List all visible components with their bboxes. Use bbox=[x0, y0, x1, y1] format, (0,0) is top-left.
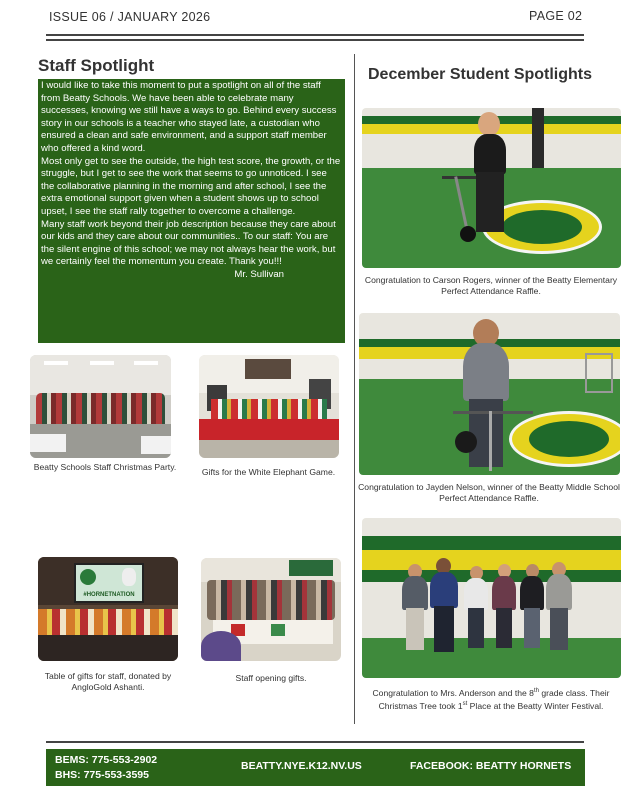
tv-banner-text: #HORNETNATION bbox=[83, 592, 135, 598]
footer-bar bbox=[46, 749, 585, 786]
letter-signature: Mr. Sullivan bbox=[234, 268, 284, 280]
caption-carson-rogers: Congratulation to Carson Rogers, winner of the Beatty Elementary Perfect Attendance Raffle. bbox=[364, 275, 618, 296]
caption-superscript: st bbox=[462, 700, 468, 707]
photo-jayden-nelson bbox=[359, 313, 620, 475]
letter-paragraph: Most only get to see the outside, the high test score, the growth, or the struggle, but I get to see the work that seems to go unnoticed. I see the collaborative planning in the morning and after school, I see the extra emotional support given when a student shows up to school upset, I see the staff rally together to overcome a challenge. bbox=[41, 155, 341, 217]
header-rule-bottom bbox=[46, 39, 584, 41]
issue-label: ISSUE 06 / JANUARY 2026 bbox=[49, 10, 211, 24]
photo-staff-party bbox=[30, 355, 171, 458]
column-divider bbox=[354, 54, 355, 724]
photo-white-elephant-gifts bbox=[199, 355, 339, 458]
photo-carson-rogers bbox=[362, 108, 621, 268]
page-number: PAGE 02 bbox=[529, 9, 583, 23]
letter-paragraph: I would like to take this moment to put a spotlight on all of the staff from Beatty Schools. We have been able to celebrate many successes, knowing we still have a ways to go. Behind every success story in our schools is a teacher who stayed late, a custodian who ensured a clean and safe environment, and a support staff member who offered a kind word. bbox=[41, 80, 337, 154]
spotlight-letter bbox=[38, 79, 345, 343]
caption-8th-grade-class bbox=[358, 686, 624, 712]
caption-text-part: Congratulation to Mrs. Anderson and the 8 bbox=[372, 687, 534, 698]
photo-8th-grade-class bbox=[362, 518, 621, 678]
letter-paragraph: Many staff work beyond their job description because they care about our kids and they care about our communities.. To our staff: You are the silent engine of this school; we may not always hear the work, but we certainly feel the momentum you create. Thank you!!! bbox=[41, 218, 336, 268]
caption-text-part: Place at the Beatty Winter Festival. bbox=[467, 700, 604, 711]
december-spotlights-title: December Student Spotlights bbox=[368, 66, 593, 83]
phone-numbers bbox=[55, 753, 157, 782]
caption-text-part: grade class. Their Christmas Tree took 1 bbox=[378, 687, 610, 711]
caption-jayden-nelson: Congratulation to Jayden Nelson, winner of the Beatty Middle School Perfect Attendance Raffle. bbox=[358, 482, 620, 503]
photo-staff-opening-gifts bbox=[201, 558, 341, 661]
caption-superscript: th bbox=[533, 688, 539, 694]
caption-white-elephant: Gifts for the White Elephant Game. bbox=[201, 467, 336, 477]
caption-staff-party: Beatty Schools Staff Christmas Party. bbox=[33, 462, 177, 472]
staff-spotlight-title: Staff Spotlight bbox=[38, 56, 155, 75]
facebook-link[interactable]: FACEBOOK: BEATTY HORNETS bbox=[410, 760, 572, 772]
footer-rule bbox=[46, 741, 584, 743]
caption-gift-table: Table of gifts for staff, donated by AngloGold Ashanti. bbox=[44, 671, 172, 692]
bhs-phone: BHS: 775-553-3595 bbox=[55, 768, 149, 781]
bems-phone: BEMS: 775-553-2902 bbox=[55, 754, 158, 766]
header-rule-top bbox=[46, 34, 584, 36]
website-link[interactable]: BEATTY.NYE.K12.NV.US bbox=[241, 760, 362, 772]
caption-staff-opening-gifts: Staff opening gifts. bbox=[235, 673, 307, 683]
photo-gift-table bbox=[38, 557, 178, 661]
